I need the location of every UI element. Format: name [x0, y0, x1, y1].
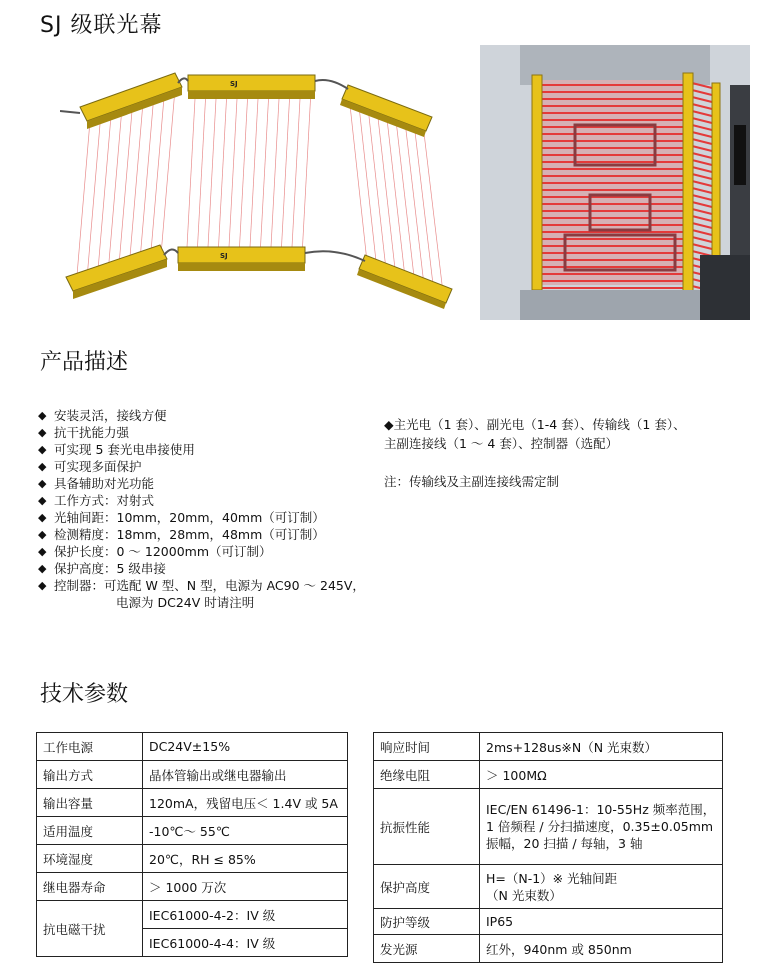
vibration-line: 振幅，20 扫描 / 每轴，3 轴 — [486, 836, 643, 851]
spec-label: 绝缘电阻 — [374, 761, 480, 789]
section-title-description: 产品描述 — [40, 350, 129, 375]
package-line-2: 主副连接线（1 ～ 4 套）、控制器（选配） — [384, 436, 619, 451]
light-beam — [187, 99, 195, 247]
spec-value — [480, 865, 723, 909]
spec-value — [480, 789, 723, 865]
feature-text: 工作方式：对射式 — [54, 493, 155, 508]
spec-value: -10℃～ 55℃ — [143, 817, 348, 845]
light-beam — [97, 113, 111, 279]
light-beam — [229, 99, 237, 247]
light-beam — [396, 123, 415, 290]
feature-text: 检测精度：18mm，28mm，48mm（可订制） — [54, 527, 325, 542]
light-beam — [198, 99, 206, 247]
feature-text: 保护高度：5 级串接 — [54, 561, 166, 576]
diamond-bullet-icon: ◆ — [38, 443, 47, 456]
diamond-bullet-icon: ◆ — [38, 460, 47, 473]
table-row — [37, 733, 348, 761]
spec-label: 发光源 — [374, 935, 480, 963]
feature-text: 具备辅助对光功能 — [54, 476, 155, 491]
spec-label: 工作电源 — [37, 733, 143, 761]
spec-label: 防护等级 — [374, 909, 480, 935]
spec-value: IEC61000-4-4：IV 级 — [143, 929, 348, 957]
table-row — [37, 845, 348, 873]
list-item — [38, 577, 365, 594]
feature-text: 保护长度：0 ～ 12000mm（可订制） — [54, 544, 272, 559]
light-beam — [208, 99, 216, 247]
light-beam — [350, 105, 368, 271]
table-row — [37, 901, 348, 929]
section-title-specs: 技术参数 — [40, 682, 129, 707]
package-contents — [384, 415, 686, 491]
table-row — [374, 909, 723, 935]
spec-label: 抗电磁干扰 — [37, 901, 143, 957]
list-item — [38, 407, 365, 424]
spec-label: 响应时间 — [374, 733, 480, 761]
spec-label: 抗振性能 — [374, 789, 480, 865]
light-beam — [261, 99, 269, 247]
spec-value: ＞ 1000 万次 — [143, 873, 348, 901]
light-beam — [76, 121, 90, 287]
light-beam — [140, 97, 154, 263]
feature-text: 抗干扰能力强 — [54, 425, 130, 440]
list-item — [38, 509, 365, 526]
spec-label: 适用温度 — [37, 817, 143, 845]
spec-value: 120mA，残留电压＜ 1.4V 或 5A — [143, 789, 348, 817]
spec-value: ＞ 100MΩ — [480, 761, 723, 789]
brand-label-bottom: SJ — [220, 252, 228, 260]
diamond-bullet-icon: ◆ — [38, 579, 47, 592]
feature-text-continuation: 电源为 DC24V 时请注明 — [116, 595, 255, 610]
light-beam — [369, 112, 388, 279]
spec-table-right — [373, 732, 723, 963]
light-beam — [87, 117, 101, 283]
height-line: （N 光束数） — [486, 887, 562, 903]
machine-guarding-photo — [480, 45, 750, 320]
list-item — [38, 492, 365, 509]
spec-value: DC24V±15% — [143, 733, 348, 761]
table-row — [374, 733, 723, 761]
list-item — [38, 424, 365, 441]
table-row — [374, 789, 723, 865]
spec-table-left — [36, 732, 348, 957]
height-line: H=（N-1）※ 光轴间距 — [486, 870, 618, 886]
light-beam — [424, 133, 444, 301]
list-item — [38, 458, 365, 475]
light-beam — [108, 109, 122, 275]
vibration-line: 1 倍频程 / 分扫描速度，0.35±0.05mm — [486, 819, 714, 834]
table-row — [374, 761, 723, 789]
light-beam — [387, 119, 406, 286]
light-beam — [129, 101, 143, 267]
feature-text: 光轴间距：10mm，20mm，40mm（可订制） — [54, 510, 325, 525]
table-row — [37, 789, 348, 817]
cascade-light-curtain-illustration — [60, 55, 460, 325]
light-beam — [406, 126, 426, 294]
light-beam — [282, 99, 290, 247]
list-item — [38, 560, 365, 577]
feature-text: 控制器：可选配 W 型、N 型，电源为 AC90 ～ 245V， — [54, 578, 365, 593]
feature-text: 安装灵活，接线方便 — [54, 408, 167, 423]
spec-value: IEC61000-4-2：IV 级 — [143, 901, 348, 929]
list-item — [38, 475, 365, 492]
diamond-bullet-icon: ◆ — [38, 545, 47, 558]
feature-text: 可实现多面保护 — [54, 459, 142, 474]
feature-text: 可实现 5 套光电串接使用 — [54, 442, 195, 457]
package-note: 注：传输线及主副连接线需定制 — [384, 474, 560, 489]
feature-list — [38, 407, 365, 611]
spec-value: 晶体管输出或继电器输出 — [143, 761, 348, 789]
light-beam — [161, 89, 175, 255]
spec-label: 输出方式 — [37, 761, 143, 789]
spec-value: IP65 — [480, 909, 723, 935]
diamond-bullet-icon: ◆ — [38, 477, 47, 490]
light-beam — [359, 109, 377, 275]
diamond-bullet-icon: ◆ — [38, 409, 47, 422]
spec-label: 输出容量 — [37, 789, 143, 817]
table-row — [374, 865, 723, 909]
diamond-bullet-icon: ◆ — [38, 511, 47, 524]
spec-value: 20℃，RH ≤ 85% — [143, 845, 348, 873]
diamond-bullet-icon: ◆ — [38, 426, 47, 439]
light-beam — [250, 99, 258, 247]
spec-value: 红外，940nm 或 850nm — [480, 935, 723, 963]
spec-value: 2ms+128us※N（N 光束数） — [480, 733, 723, 761]
vibration-line: IEC/EN 61496-1：10-55Hz 频率范围， — [486, 802, 716, 817]
list-item — [38, 543, 365, 560]
light-beam — [292, 99, 300, 247]
table-row — [37, 817, 348, 845]
list-item — [38, 526, 365, 543]
light-beam — [119, 105, 133, 271]
page-title: SJ 级联光幕 — [40, 13, 163, 38]
brand-label-top: SJ — [230, 80, 238, 88]
diamond-bullet-icon: ◆ — [38, 528, 47, 541]
spec-label: 继电器寿命 — [37, 873, 143, 901]
light-beam — [219, 99, 227, 247]
table-row — [37, 873, 348, 901]
spec-label: 环境湿度 — [37, 845, 143, 873]
spec-label: 保护高度 — [374, 865, 480, 909]
diamond-bullet-icon: ◆ — [38, 494, 47, 507]
light-beam — [150, 93, 164, 259]
package-line-1: ◆主光电（1 套）、副光电（1-4 套）、传输线（1 套）、 — [384, 417, 686, 432]
table-row — [37, 761, 348, 789]
light-beam — [271, 99, 279, 247]
light-beam — [378, 116, 397, 283]
light-beam — [240, 99, 248, 247]
list-item — [38, 441, 365, 458]
light-beam — [415, 130, 435, 298]
diamond-bullet-icon: ◆ — [38, 562, 47, 575]
table-row — [374, 935, 723, 963]
light-beam — [303, 99, 311, 247]
